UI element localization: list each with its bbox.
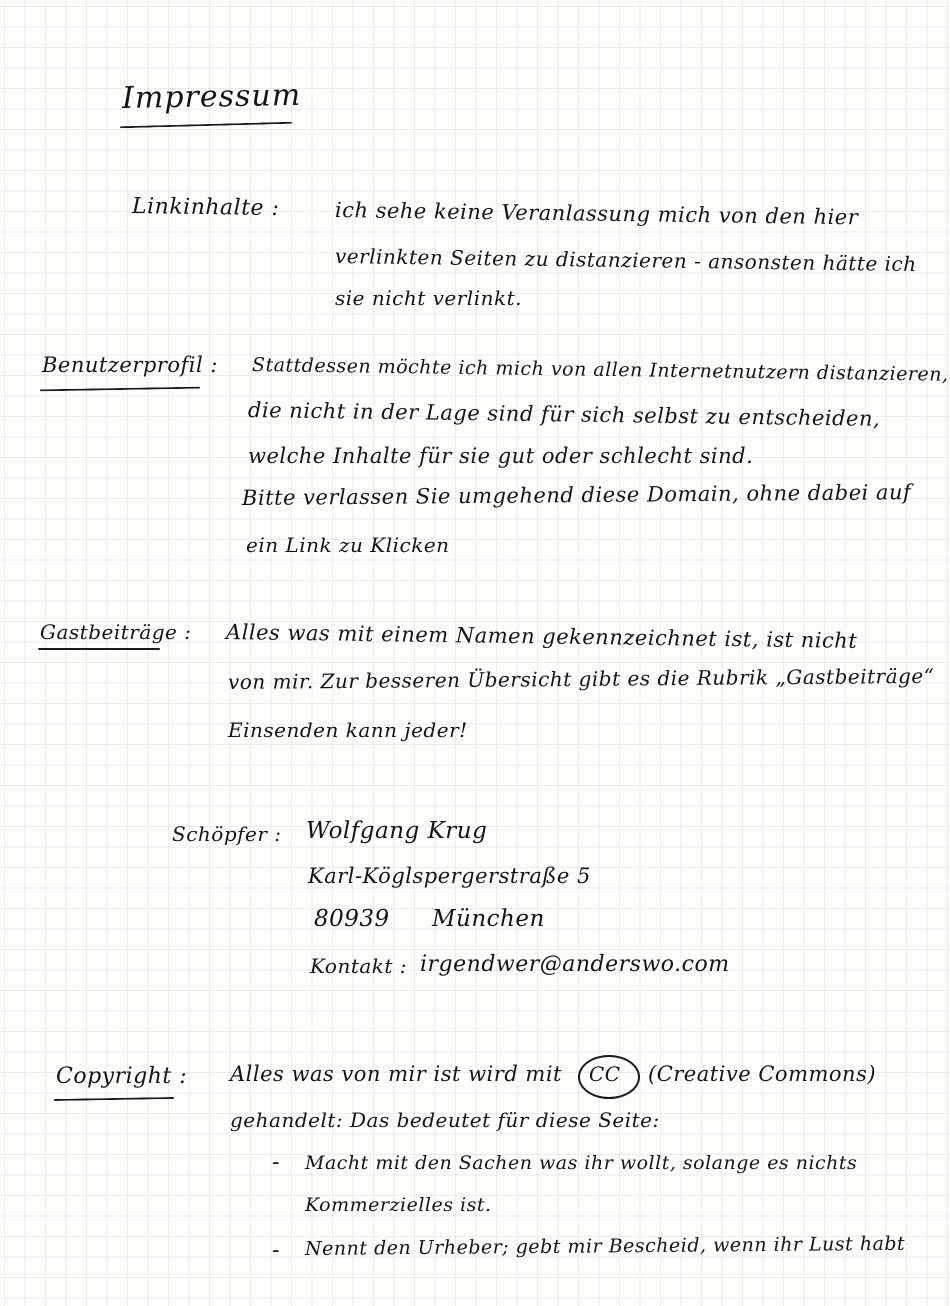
section-label-linkinhalte: Linkinhalte : [131, 194, 280, 222]
contact-email: irgendwer@anderswo.com [420, 952, 730, 977]
section-label-copyright: Copyright : [56, 1064, 188, 1089]
copyright-line-2: gehandelt: Das bedeutet für diese Seite: [230, 1108, 660, 1132]
bullet-2-line-1: Nennt den Urheber; gebt mir Bescheid, wenn ihr Lust habt [304, 1232, 906, 1260]
contact-label: Kontakt : [310, 954, 408, 978]
creative-commons-text: (Creative Commons) [648, 1062, 877, 1086]
section-label-gastbeitraege: Gastbeiträge : [40, 620, 192, 644]
cc-mark: CC [589, 1062, 621, 1086]
linkinhalte-line-3: sie nicht verlinkt. [335, 286, 522, 310]
gastbeitraege-underline [38, 648, 160, 650]
gastbeitraege-line-2: von mir. Zur besseren Übersicht gibt es die Rubrik „Gastbeiträge“ [227, 663, 935, 694]
benutzerprofil-underline [40, 387, 200, 392]
copyright-underline [54, 1097, 174, 1101]
bullet-dash-2: - [272, 1238, 280, 1263]
title-underline [120, 122, 292, 129]
linkinhalte-line-1: ich sehe keine Veranlassung mich von den hier [334, 198, 859, 230]
section-label-schoepfer: Schöpfer : [172, 822, 282, 846]
bullet-dash-1: - [272, 1150, 280, 1175]
gastbeitraege-line-3: Einsenden kann jeder! [228, 718, 468, 742]
section-label-benutzerprofil: Benutzerprofil : [42, 353, 218, 377]
bullet-1-line-1: Macht mit den Sachen was ihr wollt, solange es nichts [305, 1152, 858, 1174]
creator-street: Karl-Köglspergerstraße 5 [308, 864, 591, 888]
page-title: Impressum [121, 77, 302, 116]
benutzerprofil-line-1: Stattdessen möchte ich mich von allen Internetnutzern distanzieren, [251, 354, 949, 386]
benutzerprofil-line-5: ein Link zu Klicken [246, 533, 450, 557]
bullet-1-line-2: Kommerzielles ist. [305, 1194, 492, 1216]
gastbeitraege-line-1: Alles was mit einem Namen gekennzeichnet ist, ist nicht [225, 620, 858, 653]
creator-postal-code: 80939 [314, 906, 390, 932]
benutzerprofil-line-2: die nicht in der Lage sind für sich selbst zu entscheiden, [247, 398, 881, 431]
creator-city: München [432, 906, 545, 932]
benutzerprofil-line-3: welche Inhalte für sie gut oder schlecht sind. [248, 444, 754, 468]
benutzerprofil-line-4: Bitte verlassen Sie umgehend diese Domain, ohne dabei auf [241, 480, 912, 510]
creator-name: Wolfgang Krug [306, 818, 488, 844]
copyright-line-1: Alles was von mir ist wird mit [230, 1062, 562, 1086]
linkinhalte-line-2: verlinkten Seiten zu distanzieren - ansonsten hätte ich [334, 244, 917, 277]
